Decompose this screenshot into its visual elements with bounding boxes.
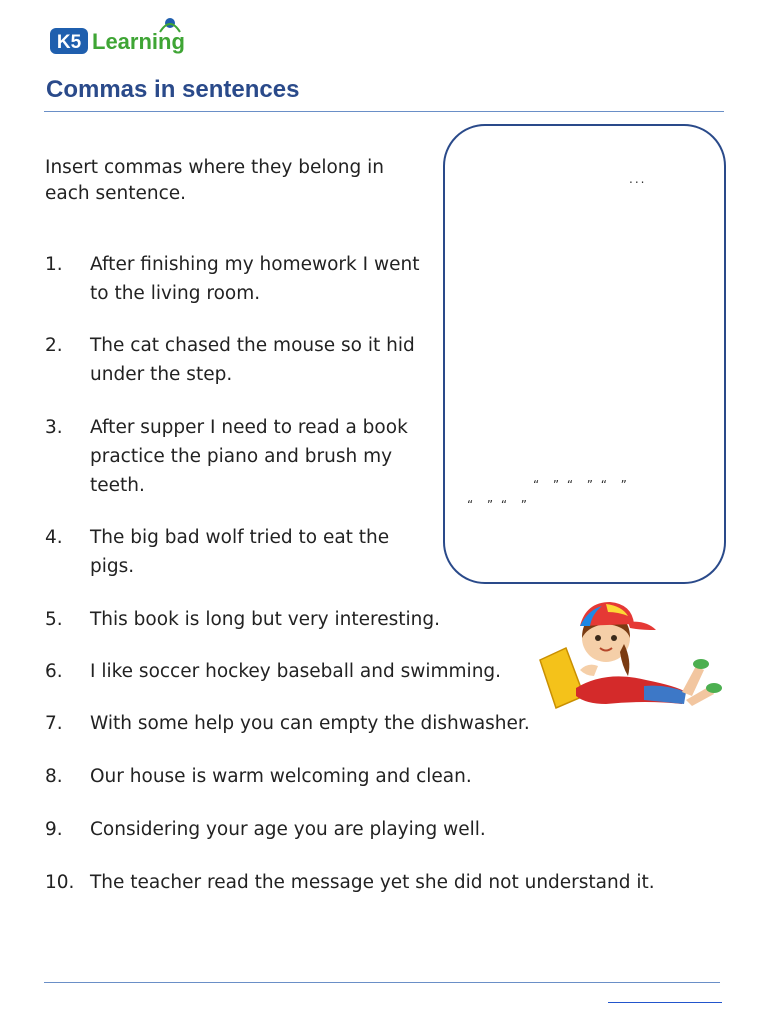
list-item [45, 413, 420, 500]
girl-reading-illustration [536, 600, 726, 715]
footer-link-underline[interactable] [608, 1002, 722, 1003]
k5-learning-logo [48, 16, 218, 60]
item-text: After supper I need to read a book practice the piano and brush my teeth. [90, 417, 408, 496]
item-text: I like soccer hockey baseball and swimming. [90, 661, 502, 682]
item-text: This book is long but very interesting. [90, 609, 440, 630]
logo-word-text: Learning [92, 29, 185, 54]
list-item [45, 868, 710, 897]
page-title: Commas in sentences [46, 76, 300, 103]
item-number: 5. [45, 609, 63, 630]
instructions-text: Insert commas where they belong in each sentence. [45, 157, 385, 204]
item-number: 3. [45, 417, 63, 438]
item-number: 6. [45, 661, 63, 682]
item-text: Our house is warm welcoming and clean. [90, 766, 472, 787]
header-divider [44, 111, 724, 112]
item-number: 10. [45, 872, 75, 893]
item-number: 2. [45, 335, 63, 356]
item-number: 8. [45, 766, 63, 787]
item-text: The cat chased the mouse so it hid under the step. [90, 335, 415, 385]
item-text: The teacher read the message yet she did not understand it. [90, 872, 655, 893]
box-quotes-line-2: “ ” “ ” [467, 498, 529, 512]
list-item [45, 762, 710, 791]
box-ellipsis: ... [629, 172, 647, 186]
item-text: After finishing my homework I went to the living room. [90, 254, 420, 304]
item-number: 9. [45, 819, 63, 840]
info-box [443, 124, 726, 584]
item-number: 1. [45, 254, 63, 275]
item-number: 7. [45, 713, 63, 734]
footer-divider [44, 982, 720, 983]
item-number: 4. [45, 527, 63, 548]
box-quotes-line-1: “ ” “ ” “ ” [533, 478, 629, 492]
logo-k5-text: K5 [56, 32, 82, 53]
list-item [45, 523, 420, 581]
list-item [45, 815, 710, 844]
list-item [45, 331, 420, 389]
list-item [45, 250, 420, 308]
item-text: Considering your age you are playing well. [90, 819, 486, 840]
item-text: The big bad wolf tried to eat the pigs. [90, 527, 390, 577]
item-text: With some help you can empty the dishwasher. [90, 713, 530, 734]
